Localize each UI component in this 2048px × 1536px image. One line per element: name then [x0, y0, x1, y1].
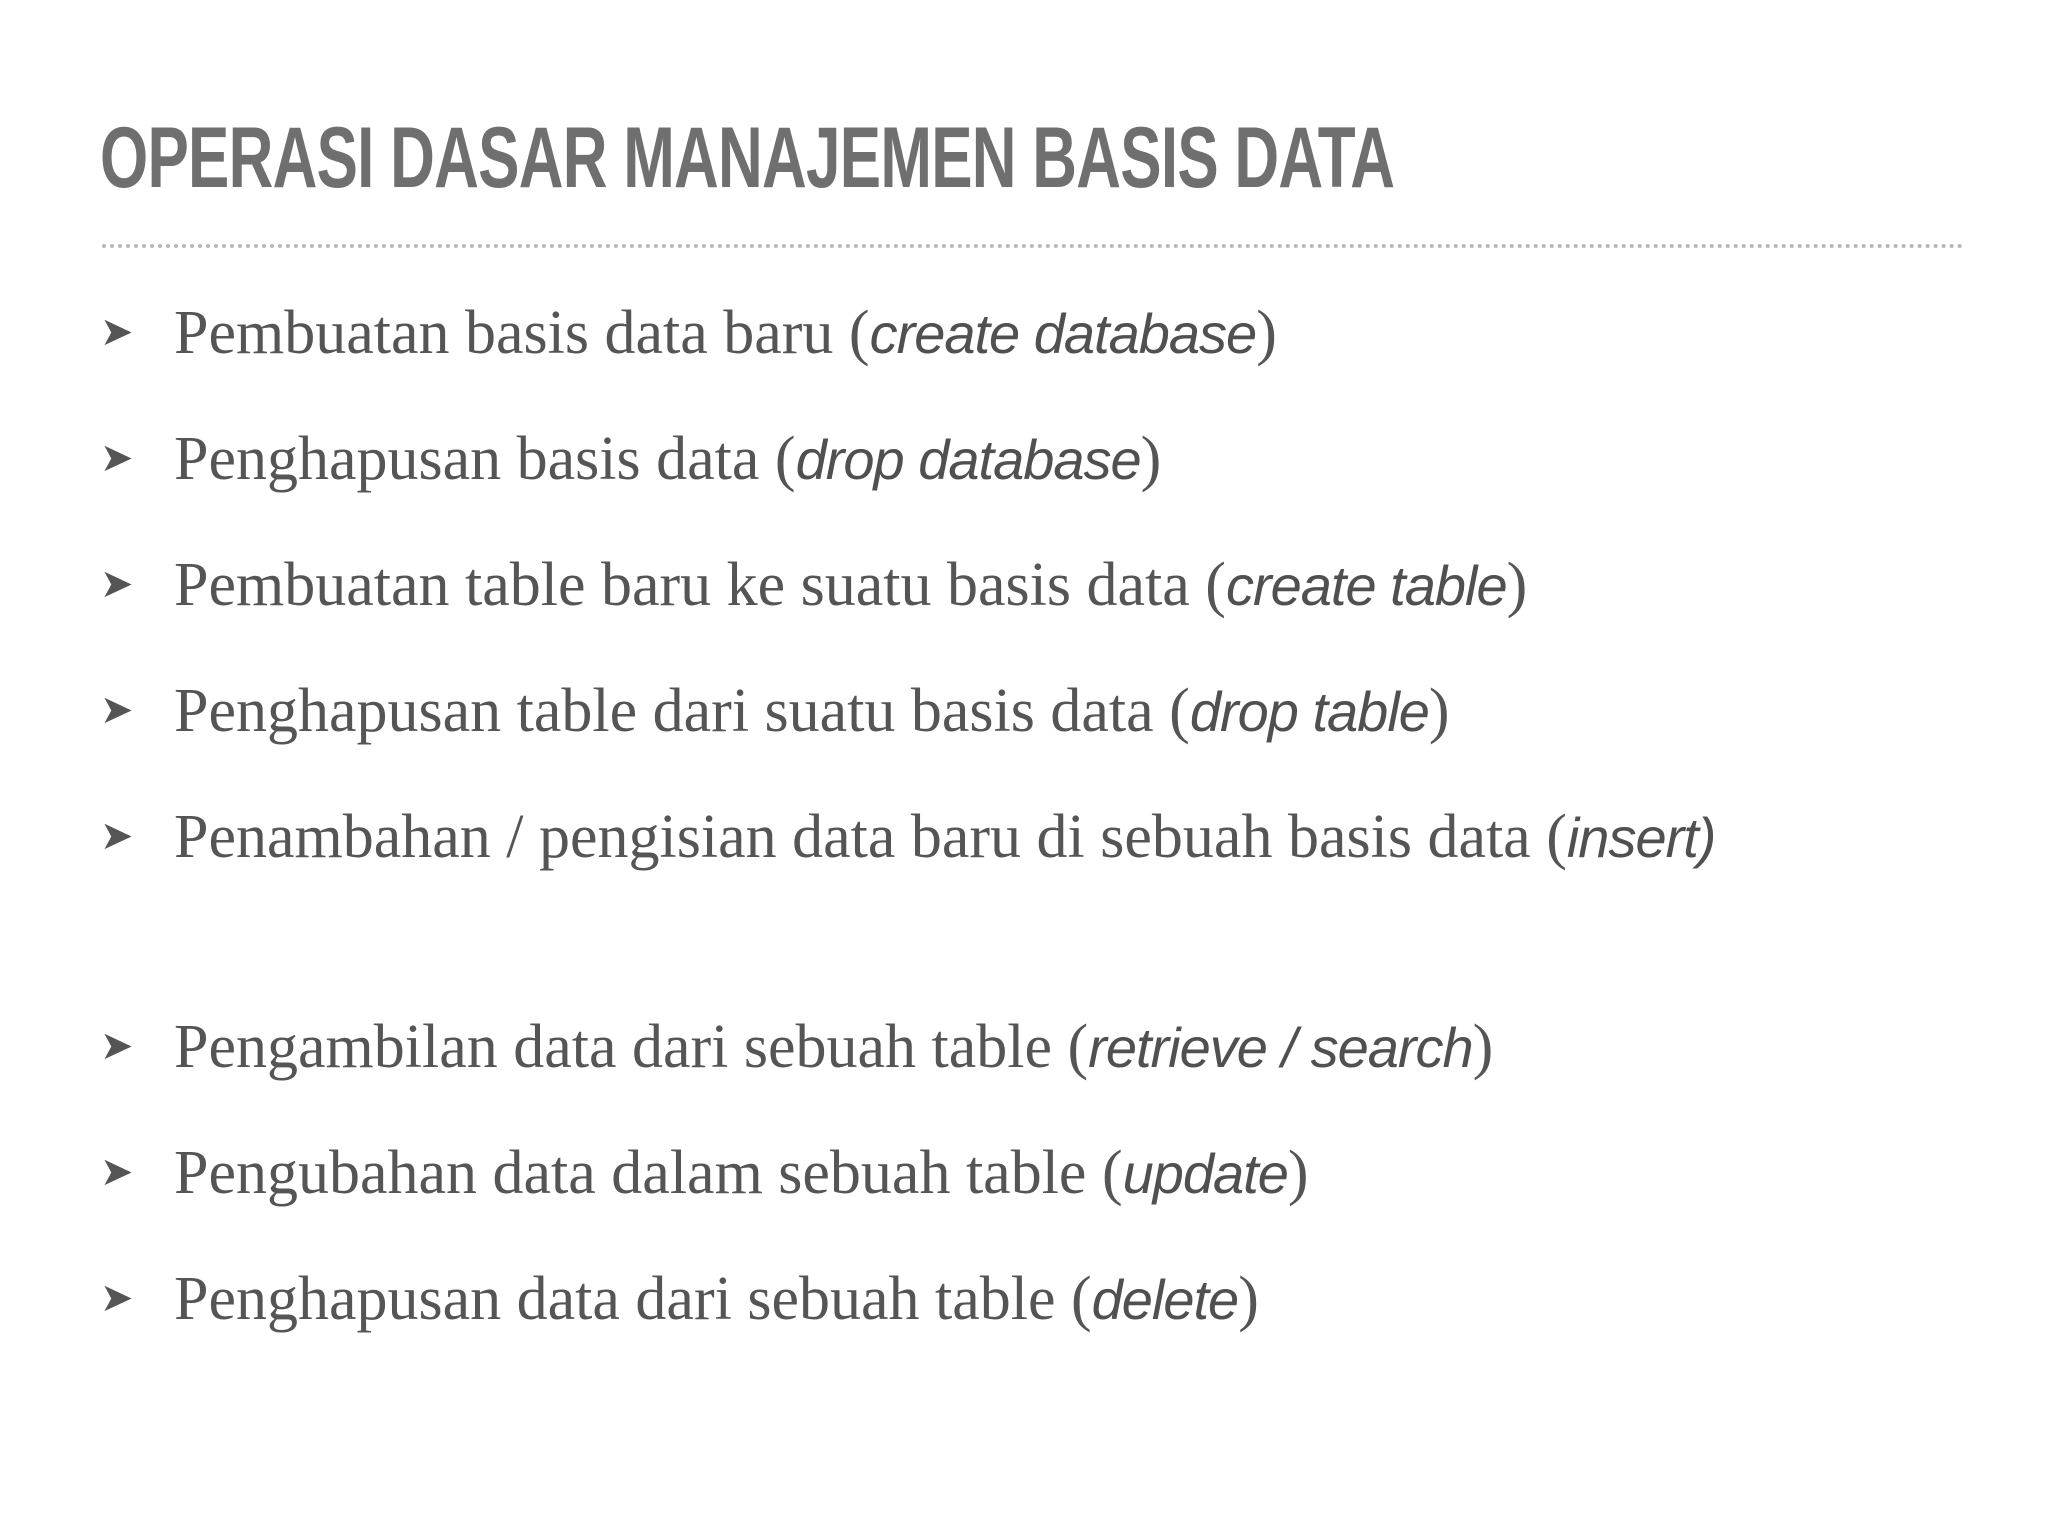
bullet-label: Penghapusan table dari suatu basis data ( — [174, 677, 1190, 745]
bullet-close: ) — [1238, 1265, 1259, 1333]
bullet-text — [174, 1130, 1874, 1217]
bullet-term: retrieve / search — [1088, 1016, 1473, 1079]
title-divider — [102, 244, 1964, 248]
bullet-term: drop database — [795, 428, 1141, 491]
bullet-text — [174, 668, 1874, 755]
arrowhead-bullet-icon: ➤ — [100, 813, 134, 859]
bullet-term: create database — [869, 302, 1257, 365]
bullet-close: ) — [1287, 1139, 1309, 1207]
bullet-close: ) — [1506, 551, 1528, 619]
bullet-label: Pembuatan table baru ke suatu basis data ( — [174, 551, 1226, 619]
bullet-text — [174, 416, 1874, 503]
bullet-label: Pengubahan data dalam sebuah table ( — [174, 1139, 1123, 1207]
slide-title: OPERASI DASAR MANAJEMEN BASIS DATA — [100, 110, 1395, 206]
bullet-term: update — [1122, 1142, 1288, 1205]
bullet-text — [174, 290, 1874, 377]
arrowhead-bullet-icon: ➤ — [100, 1149, 134, 1195]
arrowhead-bullet-icon: ➤ — [100, 435, 134, 481]
bullet-label: Penambahan / pengisian data baru di sebuah basis data ( — [174, 803, 1567, 871]
bullet-term: insert) — [1566, 806, 1716, 869]
arrowhead-bullet-icon: ➤ — [100, 561, 134, 607]
arrowhead-bullet-icon: ➤ — [100, 1275, 134, 1321]
bullet-close: ) — [1256, 299, 1277, 367]
bullet-term: delete — [1091, 1268, 1239, 1331]
bullet-label: Pembuatan basis data baru ( — [174, 299, 870, 367]
arrowhead-bullet-icon: ➤ — [100, 687, 134, 733]
bullet-term: create table — [1225, 554, 1507, 617]
bullet-text — [174, 1004, 1874, 1091]
bullet-text — [174, 1256, 1874, 1343]
arrowhead-bullet-icon: ➤ — [100, 309, 134, 355]
bullet-text — [174, 794, 1874, 881]
arrowhead-bullet-icon: ➤ — [100, 1023, 134, 1069]
bullet-label: Pengambilan data dari sebuah table ( — [174, 1013, 1089, 1081]
bullet-close: ) — [1472, 1013, 1494, 1081]
bullet-text — [174, 542, 1874, 629]
bullet-close: ) — [1428, 677, 1450, 745]
bullet-close: ) — [1140, 425, 1162, 493]
bullet-label: Penghapusan basis data ( — [174, 425, 796, 493]
bullet-label: Penghapusan data dari sebuah table ( — [174, 1265, 1092, 1333]
bullet-term: drop table — [1189, 680, 1429, 743]
